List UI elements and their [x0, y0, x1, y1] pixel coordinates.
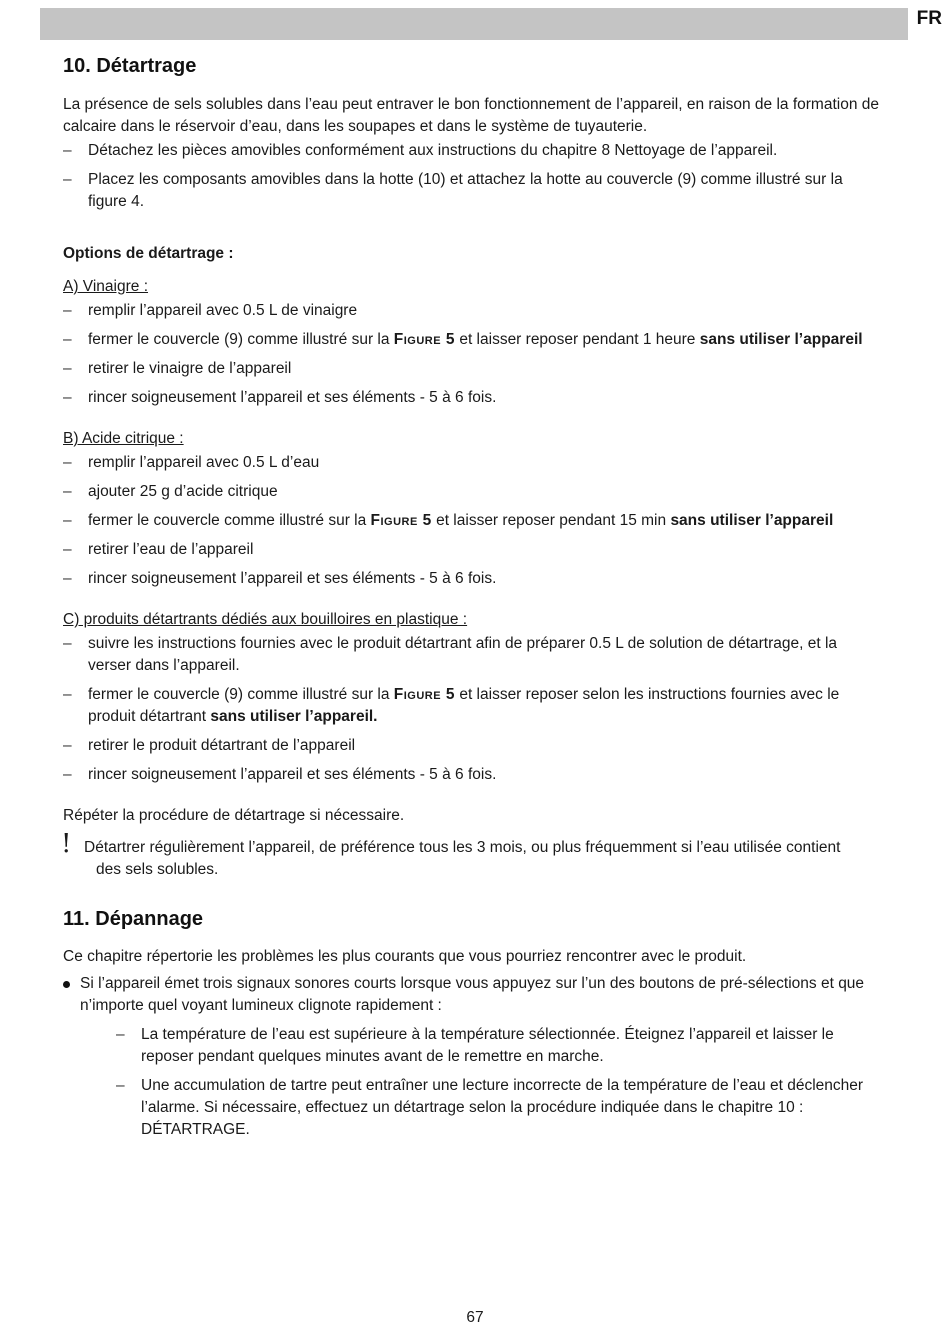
list-item: – remplir l’appareil avec 0.5 L de vinaigre: [63, 300, 883, 322]
figure-ref: Figure 5: [370, 512, 432, 529]
option-a-title: A) Vinaigre :: [63, 278, 149, 295]
section-10-title: 10. Détartrage: [63, 55, 197, 77]
section-10-intro: La présence de sels solubles dans l’eau peut entraver le bon fonctionnement de l’appareil, en raison de la formation de calcaire dans le réservoir d’eau, dans les soupapes et dans le système de tuyauterie.: [63, 96, 879, 135]
option-b-list: [63, 452, 883, 590]
option-c-list: [63, 633, 883, 786]
list-item: – fermer le couvercle (9) comme illustré sur la Figure 5 et laisser reposer selon les instructions fournies avec le produit détartrant sans utiliser l’appareil.: [63, 684, 883, 728]
list-item: – Placez les composants amovibles dans la hotte (10) et attachez la hotte au couvercle (9) comme illustré sur la figure 4.: [63, 169, 883, 213]
list-item: – fermer le couvercle comme illustré sur la Figure 5 et laisser reposer pendant 15 min sans utiliser l’appareil: [63, 510, 883, 532]
option-b-title: B) Acide citrique :: [63, 430, 184, 447]
list-item: – Une accumulation de tartre peut entraîner une lecture incorrecte de la température de l’eau et déclencher l’alarme. Si nécessaire, effectuez un détartrage selon la procédure indiquée dans le chapitre 10 : DÉTARTRAGE.: [116, 1075, 883, 1141]
figure-ref: Figure 5: [393, 686, 456, 703]
list-item: – ajouter 25 g d’acide citrique: [63, 481, 883, 503]
list-item: – Détachez les pièces amovibles conformément aux instructions du chapitre 8 Nettoyage de l’appareil.: [63, 140, 883, 162]
figure-ref: Figure 5: [393, 331, 456, 348]
page-number: 67: [466, 1309, 484, 1326]
list-item: – retirer le vinaigre de l’appareil: [63, 358, 883, 380]
language-label: FR: [916, 8, 942, 29]
list-item: – rincer soigneusement l’appareil et ses éléments - 5 à 6 fois.: [63, 568, 883, 590]
bullet-icon: [63, 981, 70, 988]
warning-note: [61, 829, 883, 881]
option-a-list: [63, 300, 883, 409]
options-title: Options de détartrage :: [63, 245, 234, 262]
warning-text: Détartrer régulièrement l’appareil, de préférence tous les 3 mois, ou plus fréquemment si l’eau utilisée contient des sels solubles.: [84, 839, 841, 878]
list-item: – La température de l’eau est supérieure à la température sélectionnée. Éteignez l’appareil et laisser le reposer pendant quelques minutes avant de le remettre en marche.: [116, 1024, 883, 1068]
option-c-title: C) produits détartrants dédiés aux bouilloires en plastique :: [63, 611, 468, 628]
header-bar: [40, 8, 908, 40]
list-item: – fermer le couvercle (9) comme illustré sur la Figure 5 et laisser reposer pendant 1 heure sans utiliser l’appareil: [63, 329, 883, 351]
section-11-intro: Ce chapitre répertorie les problèmes les plus courants que vous pourriez rencontrer avec le produit.: [63, 948, 747, 965]
list-item: – rincer soigneusement l’appareil et ses éléments - 5 à 6 fois.: [63, 764, 883, 786]
warning-icon: !: [61, 829, 72, 859]
list-item: Si l’appareil émet trois signaux sonores courts lorsque vous appuyez sur l’un des boutons de pré-sélections et que n’importe quel voyant lumineux clignote rapidement :: [63, 973, 883, 1017]
troubleshoot-sub-list: [63, 1024, 883, 1141]
page-content: [63, 52, 883, 1148]
list-item: – retirer l’eau de l’appareil: [63, 539, 883, 561]
repeat-note: Répéter la procédure de détartrage si nécessaire.: [63, 807, 405, 824]
list-item: – retirer le produit détartrant de l’appareil: [63, 735, 883, 757]
list-item: – rincer soigneusement l’appareil et ses éléments - 5 à 6 fois.: [63, 387, 883, 409]
list-item: – remplir l’appareil avec 0.5 L d’eau: [63, 452, 883, 474]
section-11-title: 11. Dépannage: [63, 908, 204, 930]
list-item: – suivre les instructions fournies avec le produit détartrant afin de préparer 0.5 L de solution de détartrage, et la verser dans l’appareil.: [63, 633, 883, 677]
prep-steps: [63, 140, 883, 213]
